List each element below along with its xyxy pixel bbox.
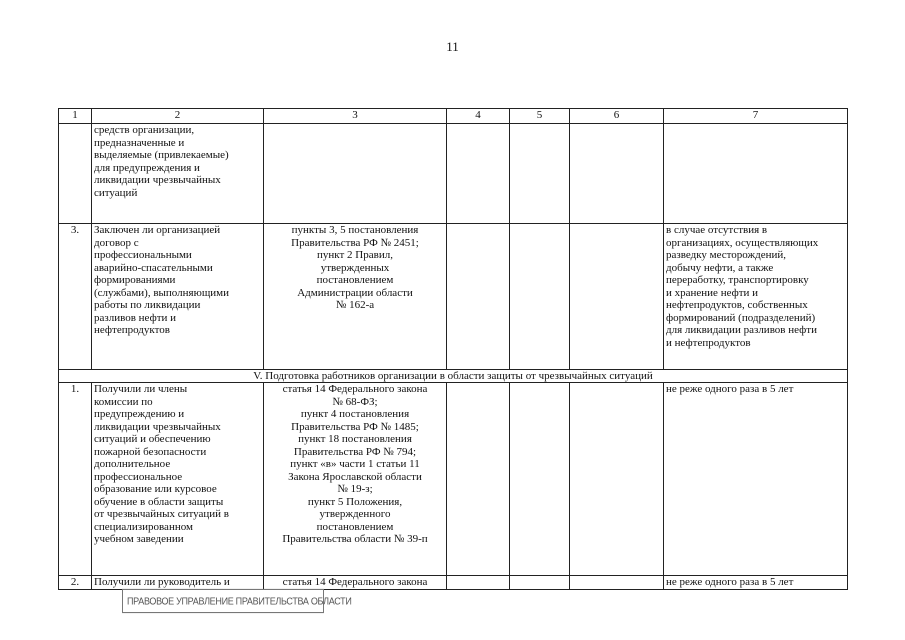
note-cell: не реже одного раза в 5 лет <box>664 576 848 590</box>
section-title: V. Подготовка работников организации в области защиты от чрезвычайных ситуаций <box>59 370 848 383</box>
note-cell: не реже одного раза в 5 лет <box>664 383 848 576</box>
note-cell <box>664 124 848 224</box>
table-row <box>59 224 848 370</box>
row-number: 2. <box>59 576 92 590</box>
empty-cell <box>510 124 570 224</box>
basis-cell: статья 14 Федерального закона № 68-ФЗ; пункт 4 постановления Правительства РФ № 1485; пункт 18 постановления Правительства РФ № 794; пункт «в» части 1 статьи 11 Закона Ярославской области № 19-з; пункт 5 Положения, утвержденного постановлением Правительства области № 39-п <box>264 383 447 576</box>
empty-cell <box>447 576 510 590</box>
empty-cell <box>570 576 664 590</box>
header-cell: 3 <box>264 109 447 124</box>
table-row <box>59 124 848 224</box>
question-cell: Получили ли члены комиссии по предупреждению и ликвидации чрезвычайных ситуаций и обеспечению пожарной безопасности дополнительное профессиональное образование или курсовое обучение в области защиты от чрезвычайных ситуаций в специализированном учебном заведении <box>92 383 264 576</box>
basis-cell <box>264 124 447 224</box>
row-number: 3. <box>59 224 92 370</box>
empty-cell <box>510 383 570 576</box>
header-cell: 2 <box>92 109 264 124</box>
empty-cell <box>447 124 510 224</box>
basis-cell: пункты 3, 5 постановления Правительства РФ № 2451; пункт 2 Правил, утвержденных постановлением Администрации области № 162-а <box>264 224 447 370</box>
basis-cell: статья 14 Федерального закона <box>264 576 447 590</box>
row-number: 1. <box>59 383 92 576</box>
header-cell: 5 <box>510 109 570 124</box>
header-cell: 7 <box>664 109 848 124</box>
note-cell: в случае отсутствия в организациях, осуществляющих разведку месторождений, добычу нефти, а также переработку, транспортировку и хранение нефти и нефтепродуктов, собственных формирований (подразделений) для ликвидации разливов нефти и нефтепродуктов <box>664 224 848 370</box>
empty-cell <box>570 383 664 576</box>
question-cell: Заключен ли организацией договор с профессиональными аварийно-спасательными формированиями (службами), выполняющими работы по ликвидации разливов нефти и нефтепродуктов <box>92 224 264 370</box>
question-cell: средств организации, предназначенные и выделяемые (привлекаемые) для предупреждения и ликвидации чрезвычайных ситуаций <box>92 124 264 224</box>
header-cell: 1 <box>59 109 92 124</box>
section-row <box>59 370 848 383</box>
header-cell: 4 <box>447 109 510 124</box>
header-row <box>59 109 848 124</box>
legal-department-stamp: ПРАВОВОЕ УПРАВЛЕНИЕ ПРАВИТЕЛЬСТВА ОБЛАСТИ <box>122 589 324 613</box>
empty-cell <box>570 224 664 370</box>
table-row <box>59 576 848 590</box>
empty-cell <box>510 224 570 370</box>
row-number <box>59 124 92 224</box>
empty-cell <box>510 576 570 590</box>
empty-cell <box>447 224 510 370</box>
checklist-table <box>58 108 848 590</box>
empty-cell <box>570 124 664 224</box>
header-cell: 6 <box>570 109 664 124</box>
table-row <box>59 383 848 576</box>
page-number: 11 <box>446 39 459 54</box>
empty-cell <box>447 383 510 576</box>
question-cell: Получили ли руководитель и <box>92 576 264 590</box>
